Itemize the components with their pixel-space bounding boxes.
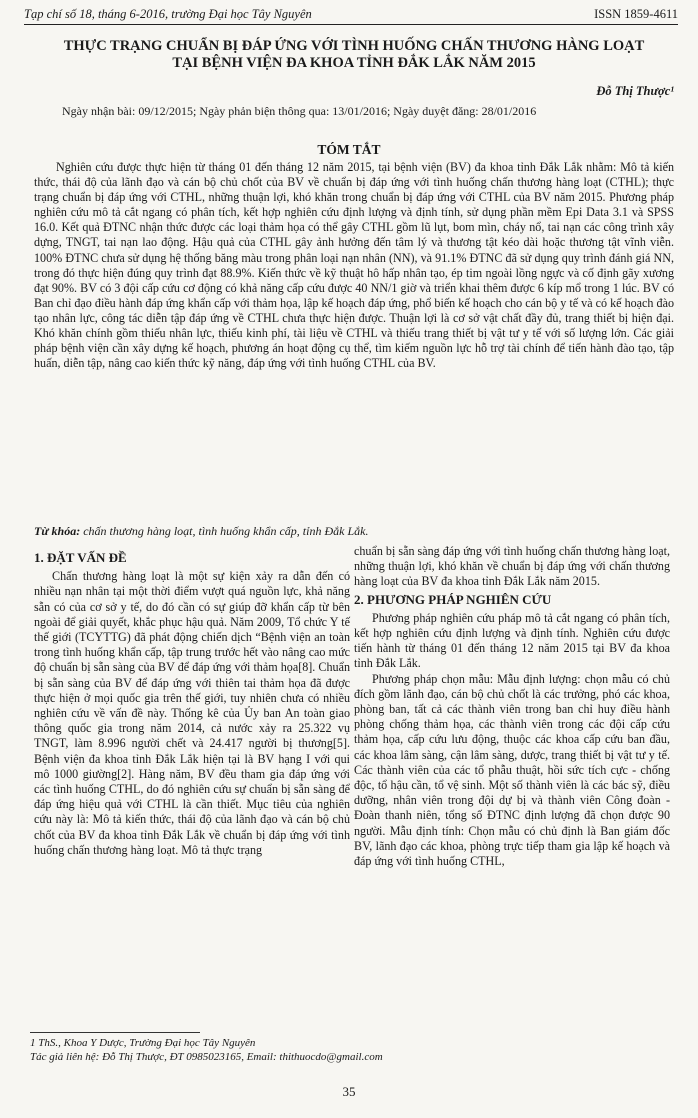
footnotes (30, 1036, 668, 1064)
page-number: 35 (342, 1084, 356, 1099)
article-title: THỰC TRẠNG CHUẨN BỊ ĐÁP ỨNG VỚI TÌNH HUỐNG CHẤN THƯƠNG HÀNG LOẠT TẠI BỆNH VIỆN ĐA KHOA TỈNH ĐẮK LẮK NĂM 2015 (63, 38, 645, 71)
footnote-affiliation: 1 ThS., Khoa Y Dược, Trường Đại học Tây Nguyên (30, 1037, 256, 1049)
right-column (354, 544, 670, 869)
keywords (34, 524, 674, 539)
section-1-heading: 1. ĐẶT VẤN ĐỀ (34, 550, 127, 565)
header-rule (24, 24, 678, 25)
abstract-body: Nghiên cứu được thực hiện từ tháng 01 đến tháng 12 năm 2015, tại bệnh viện (BV) đa khoa tỉnh Đắk Lắk nhằm: Mô tả kiến thức, thái độ của lãnh đạo và cán bộ chủ chốt của BV về chuẩn bị đáp ứng với tình huống chấn thương hàng loạt (CTHL); thực trạng chuẩn bị đáp ứng với CTHL, những thuận lợi, khó khăn trong chuẩn bị đáp ứng với CTHL của BV năm 2015. Phương pháp nghiên cứu mô tả cắt ngang có phân tích, kết hợp nghiên cứu định lượng và định tính, sử dụng phần mềm Epi Data 3.1 và SPSS 16.0. Kết quả ĐTNC nhận thức được các loại thảm họa có thể gây CTHL gồm lũ lụt, bom mìn, cháy nổ, tai nạn các công trình xây dựng, TNGT, tai nạn lao động. Hậu quả của CTHL gây ảnh hưởng đến tâm lý và thương tật kéo dài hoặc thương tật vĩnh viễn. 100% ĐTNC chưa sử dụng hệ thống băng màu trong phân loại nạn nhân (NN), và 91.1% ĐTNC đã sử dụng quy trình đánh giá NN, trong đó thực hiện đúng quy trình đạt 88.9%. Kiến thức về kỹ thuật hô hấp nhân tạo, ép tim ngoài lồng ngực và cố định gãy xương đạt 90%. BV có 3 đội cấp cứu cơ động có khả năng cấp cứu được 40 NN/1 giờ và triển khai thêm được 6 kíp mổ trong 1 lúc. BV có Ban chỉ đạo điều hành đáp ứng khẩn cấp với thảm họa, lập kế hoạch đáp ứng, phổ biến kế hoạch cho cán bộ y tế và có kế hoạch đào tạo nhân lực, công tác diễn tập đáp ứng về CTHL chưa thực hiện được. Thuận lợi là cơ sở vật chất đầy đủ, trang thiết bị hiện đại. Khó khăn chính gồm thiếu nhân lực, thiếu kinh phí, tài liệu về CTHL và thiếu trang thiết bị vật tư y tế với số lượng lớn. Các giải pháp bệnh viện cần xây dựng kế hoạch, phương án hoạt động cụ thể, tìm kiếm nguồn lực hỗ trợ tài chính để tiến hành đào tạo, tập huấn, diễn tập, nâng cao kiến thức kỹ năng, đáp ứng với tình huống CTHL của BV. (34, 160, 674, 371)
author: Đỗ Thị Thược¹ (596, 84, 674, 98)
left-column (34, 548, 350, 858)
running-header (24, 6, 678, 22)
journal-info: Tạp chí số 18, tháng 6-2016, trường Đại học Tây Nguyên (24, 7, 312, 21)
section-2-para-1: Phương pháp nghiên cứu pháp mô tả cắt ngang có phân tích, kết hợp nghiên cứu định lượng và định tính. Nghiên cứu được tiến hành từ tháng 01 đến tháng 12 năm 2015 tại BV đa khoa tỉnh Đắk Lắk. (354, 610, 670, 671)
abstract-heading: TÓM TẮT (317, 142, 381, 157)
keywords-label: Từ khóa: (34, 524, 81, 538)
section-2-para-2: Phương pháp chọn mẫu: Mẫu định lượng: chọn mẫu có chủ đích gồm lãnh đạo, cán bộ chủ chốt là các trưởng, phó các khoa, phòng ban, tất cả các thành viên trong ban chỉ huy điều hành phòng chống thảm họa, các thành viên trong các đội cấp cứu thảm họa, cấp cứu lưu động, thuộc các khoa cấp cứu ban đầu, các khoa lâm sàng, cận lâm sàng, dược, trang thiết bị vật tư y tế. Các thành viên của các tổ phẫu thuật, hồi sức tích cực - chống độc, tổ hậu cần, tổ vệ sinh. Một số thành viên là các bác sỹ, điều dưỡng, nhân viên trong đội dự bị và thành viên Công đoàn - Đoàn thanh niên, tổng số ĐTNC định lượng đã chọn được 90 người. Mẫu định tính: Chọn mẫu có chủ định là Ban giám đốc BV, lãnh đạo các khoa, phòng trực tiếp tham gia lập kế hoạch và đáp ứng với tình huống CTHL, (354, 671, 670, 869)
section-1-body: Chấn thương hàng loạt là một sự kiện xảy ra dẫn đến có nhiều nạn nhân tại một thời điểm vượt quá nguồn lực, khả năng sẵn có của cơ sở y tế, do đó cần có sự giúp đỡ khẩn cấp từ bên ngoài để giải quyết, khắc phục hậu quả. Năm 2009, Tổ chức Y tế thế giới (TCYTTG) đã phát động chiến dịch “Bệnh viện an toàn trong tình huống khẩn cấp, tập trung trước hết vào nâng cao mức độ chuẩn bị sẵn sàng của BV để đáp ứng với thảm họa[8]. Chuẩn bị sẵn sàng của BV để đáp ứng với thiên tai thảm họa đã được thực hiện ở mọi quốc gia trên thế giới, tuy nhiên chưa có nhiều nghiên cứu về vấn đề này. Thống kê của Ủy ban An toàn giao thông quốc gia trong năm 2014, cả nước xảy ra 25.322 vụ TNGT, làm 8.996 người chết và 24.417 người bị thương[5]. Bệnh viện đa khoa tỉnh Đắk Lắk hiện tại là BV hạng I với qui mô 1000 giường[2]. Hàng năm, BV đều tham gia đáp ứng với các tình huống CTHL, do đó nghiên cứu sự chuẩn bị sẵn sàng để đáp ứng hiệu quả với CTHL là cần thiết. Mục tiêu của nghiên cứu này là: Mô tả kiến thức, thái độ của lãnh đạo và cán bộ chủ chốt của BV đa khoa tỉnh Đắk Lắk về chuẩn bị đáp ứng với tình huống chấn thương hàng loạt. Mô tả thực trạng (34, 569, 350, 857)
footnote-contact: Tác giả liên hệ: Đỗ Thị Thược, ĐT 0985023165, Email: thithuocdo@gmail.com (30, 1051, 383, 1063)
issn: ISSN 1859-4611 (594, 7, 678, 21)
section-1-continued: chuẩn bị sẵn sàng đáp ứng với tình huống chấn thương hàng loạt, những thuận lợi, khó khăn về chuẩn bị đáp ứng với chấn thương hàng loạt của BV đa khoa tỉnh Đắk Lắk năm 2015. (354, 544, 670, 589)
keywords-text: chấn thương hàng loạt, tình huống khẩn cấp, tỉnh Đắk Lắk. (83, 524, 369, 538)
section-2-heading: 2. PHƯƠNG PHÁP NGHIÊN CỨU (354, 591, 552, 607)
article-dates: Ngày nhận bài: 09/12/2015; Ngày phản biện thông qua: 13/01/2016; Ngày duyệt đăng: 28/01/2016 (62, 104, 537, 118)
footnote-rule (30, 1032, 200, 1033)
